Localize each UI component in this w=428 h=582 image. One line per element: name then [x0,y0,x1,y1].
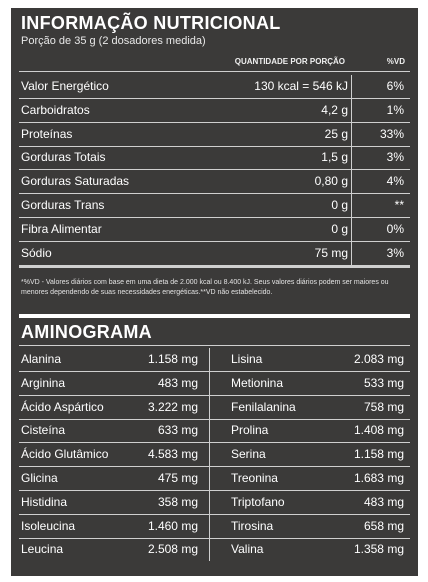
nutrient-vd: 6% [386,79,404,93]
column-divider [351,218,352,241]
nutrient-vd: 3% [386,150,404,165]
nutrient-label: Carboidratos [21,102,90,117]
amino-acid-label: Treonina [231,471,278,485]
nutrient-quantity: 4,2 g [321,102,348,117]
amino-acid-value: 1.158 mg [147,352,198,366]
column-divider [351,146,352,169]
column-divider [351,123,352,146]
nutrition-title: INFORMAÇÃO NUTRICIONAL [21,13,281,33]
amino-acid-value: 758 mg [363,399,404,414]
nutrition-row [19,75,410,98]
nutrient-quantity: 0 g [331,198,348,212]
amino-acid-label: Serina [231,447,266,462]
amino-acid-value: 1.158 mg [353,447,404,462]
amino-acid-label: Fenilalanina [231,399,296,414]
serving-size: Porção de 35 g (2 dosadores medida) [21,35,206,47]
section-divider [19,314,410,318]
column-divider [209,538,210,561]
column-divider [351,99,352,122]
amino-acid-label: Ácido Aspártico [21,399,104,414]
amino-acid-label: Histidina [21,494,68,509]
amino-acid-label: Ácido Glutâmico [21,447,109,462]
nutrient-label: Proteínas [21,126,73,141]
amino-acid-label: Prolina [231,423,269,438]
aminogram-row [19,491,410,514]
amino-acid-value: 3.222 mg [147,399,198,414]
column-divider [209,443,210,466]
nutrient-vd: 33% [379,126,404,141]
amino-acid-value: 475 mg [157,471,198,485]
column-divider [209,396,210,419]
nutrition-row [19,170,410,193]
amino-acid-label: Tirosina [231,518,274,533]
nutrient-quantity: 25 g [324,126,348,141]
amino-acid-label: Triptofano [231,494,285,509]
amino-acid-label: Alanina [21,352,62,366]
header-divider [19,71,410,72]
amino-acid-label: Cisteína [21,423,66,438]
nutrition-row [19,123,410,146]
nutrient-vd: 3% [386,245,404,260]
aminogram-title: AMINOGRAMA [21,322,152,342]
amino-acid-value: 533 mg [363,375,404,390]
aminogram-row [19,372,410,395]
nutrient-quantity: 1,5 g [321,150,348,165]
aminogram-row [19,443,410,466]
aminogram-row [19,538,410,561]
nutrition-row [19,194,410,217]
nutrient-label: Sódio [21,245,52,260]
column-divider [209,467,210,490]
nutrition-panel [11,8,418,576]
nutrient-vd: ** [394,198,404,212]
nutrient-label: Gorduras Trans [21,198,105,212]
nutrient-quantity: 130 kcal = 546 kJ [254,79,348,93]
footnote: *%VD - Valores diários com base em uma dieta de 2.000 kcal ou 8.400 kJ. Seus valores diários podem ser maiores ou menores dependendo de suas necessidades energéticas.**VD não estabelecido. [21,279,389,296]
nutrient-label: Valor Energético [21,79,109,93]
amino-acid-label: Isoleucina [21,518,76,533]
column-divider [209,348,210,371]
amino-acid-label: Lisina [231,352,263,366]
nutrient-label: Fibra Alimentar [21,221,102,236]
column-divider [209,515,210,538]
column-header-vd: %VD [386,57,405,66]
column-divider [351,242,352,265]
column-divider [351,75,352,98]
amino-acid-value: 358 mg [157,494,198,509]
column-divider [209,372,210,395]
aminogram-row [19,515,410,538]
nutrition-row [19,218,410,241]
nutrient-label: Gorduras Saturadas [21,174,130,189]
nutrient-label: Gorduras Totais [21,150,106,165]
aminogram-row [19,467,410,490]
amino-acid-value: 1.358 mg [353,542,404,557]
nutrient-vd: 0% [386,221,404,236]
amino-acid-label: Valina [231,542,264,557]
aminogram-header-divider [19,345,410,346]
nutrition-row [19,242,410,265]
aminogram-row [19,348,410,371]
nutrition-row [19,146,410,169]
amino-acid-value: 1.460 mg [147,518,198,533]
nutrient-quantity: 75 mg [314,245,348,260]
amino-acid-label: Glicina [21,471,58,485]
amino-acid-value: 483 mg [363,494,404,509]
amino-acid-value: 2.508 mg [147,542,198,557]
nutrition-row [19,99,410,122]
column-divider [351,194,352,217]
column-divider [209,419,210,442]
column-divider [209,491,210,514]
row-divider [19,265,410,268]
amino-acid-value: 658 mg [363,518,404,533]
amino-acid-value: 1.408 mg [353,423,404,438]
aminogram-row [19,419,410,442]
column-header-quantity: QUANTIDADE POR PORÇÃO [234,57,345,66]
amino-acid-value: 633 mg [157,423,198,438]
amino-acid-value: 1.683 mg [353,471,404,485]
nutrient-vd: 4% [386,174,404,189]
nutrient-quantity: 0 g [331,221,348,236]
nutrient-quantity: 0,80 g [314,174,348,189]
column-divider [351,170,352,193]
aminogram-row [19,396,410,419]
amino-acid-value: 2.083 mg [353,352,404,366]
amino-acid-label: Metionina [231,375,284,390]
amino-acid-value: 4.583 mg [147,447,198,462]
amino-acid-value: 483 mg [157,375,198,390]
nutrient-vd: 1% [386,102,404,117]
amino-acid-label: Arginina [21,375,66,390]
amino-acid-label: Leucina [21,542,64,557]
